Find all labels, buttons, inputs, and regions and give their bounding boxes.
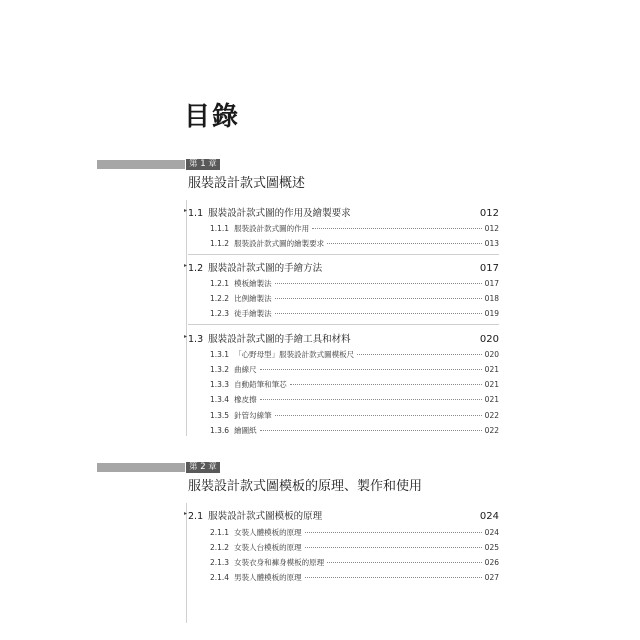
toc-sub-1-3-1[interactable]: 1.3.1 「心野母型」服裝設計款式圖模板尺 020 xyxy=(210,350,499,359)
toc-sub-1-2-2[interactable]: 1.2.2 比例繪製法 018 xyxy=(210,294,499,303)
chapter-title: 服裝設計款式圖概述 xyxy=(188,176,306,191)
dot-leader xyxy=(312,228,482,229)
dot-leader xyxy=(357,354,482,355)
page-title: 目錄 xyxy=(184,102,241,132)
dot-leader xyxy=(305,547,482,548)
toc-sub-2-1-3[interactable]: 2.1.3 女裝衣身和褲身模板的原理 026 xyxy=(210,558,499,567)
chapter-divider-line xyxy=(186,503,187,623)
chapter-label: 第 2 章 xyxy=(186,462,220,473)
toc-section-1-2[interactable]: ▸ 1.2 服裝設計款式圖的手繪方法 017 xyxy=(184,262,499,274)
arrow-right-icon: ▸ xyxy=(184,262,188,269)
dot-leader xyxy=(275,313,482,314)
toc-sub-1-2-1[interactable]: 1.2.1 模板繪製法 017 xyxy=(210,279,499,288)
toc-sub-1-3-5[interactable]: 1.3.5 針管勾線筆 022 xyxy=(210,411,499,420)
dot-leader xyxy=(327,243,482,244)
chapter-label: 第 1 章 xyxy=(186,159,220,170)
toc-sub-1-1-1[interactable]: 1.1.1 服裝設計款式圖的作用 012 xyxy=(210,224,499,233)
dot-leader xyxy=(260,399,482,400)
dot-leader xyxy=(290,384,482,385)
dot-leader xyxy=(327,562,482,563)
chapter-divider-line xyxy=(186,200,187,436)
dot-leader xyxy=(305,532,482,533)
dot-leader xyxy=(260,430,482,431)
toc-sub-1-1-2[interactable]: 1.1.2 服裝設計款式圖的繪製要求 013 xyxy=(210,239,499,248)
toc-sub-1-2-3[interactable]: 1.2.3 徒手繪製法 019 xyxy=(210,309,499,318)
toc-sub-2-1-1[interactable]: 2.1.1 女裝人體模板的原理 024 xyxy=(210,528,499,537)
toc-sub-1-3-4[interactable]: 1.3.4 橡皮擦 021 xyxy=(210,395,499,404)
toc-sub-1-3-6[interactable]: 1.3.6 繪圖紙 022 xyxy=(210,426,499,435)
toc-section-1-1[interactable]: ▸ 1.1 服裝設計款式圖的作用及繪製要求 012 xyxy=(184,207,499,219)
section-divider xyxy=(188,254,499,255)
toc-sub-1-3-3[interactable]: 1.3.3 自動鉛筆和筆芯 021 xyxy=(210,380,499,389)
dot-leader xyxy=(275,415,482,416)
section-divider xyxy=(188,324,499,325)
toc-section-2-1[interactable]: ▸ 2.1 服裝設計款式圖模板的原理 024 xyxy=(184,510,499,522)
toc-sub-2-1-4[interactable]: 2.1.4 男裝人體模板的原理 027 xyxy=(210,573,499,582)
arrow-right-icon: ▸ xyxy=(184,510,188,517)
arrow-right-icon: ▸ xyxy=(184,207,188,214)
chapter-title: 服裝設計款式圖模板的原理、製作和使用 xyxy=(188,479,423,494)
dot-leader xyxy=(305,577,482,578)
dot-leader xyxy=(275,283,482,284)
dot-leader xyxy=(260,369,482,370)
toc-sub-1-3-2[interactable]: 1.3.2 曲線尺 021 xyxy=(210,365,499,374)
chapter-bar xyxy=(97,160,185,169)
toc-section-1-3[interactable]: ▸ 1.3 服裝設計款式圖的手繪工具和材料 020 xyxy=(184,333,499,345)
toc-sub-2-1-2[interactable]: 2.1.2 女裝人台模板的原理 025 xyxy=(210,543,499,552)
dot-leader xyxy=(275,298,482,299)
chapter-bar xyxy=(97,463,185,472)
arrow-right-icon: ▸ xyxy=(184,333,188,340)
